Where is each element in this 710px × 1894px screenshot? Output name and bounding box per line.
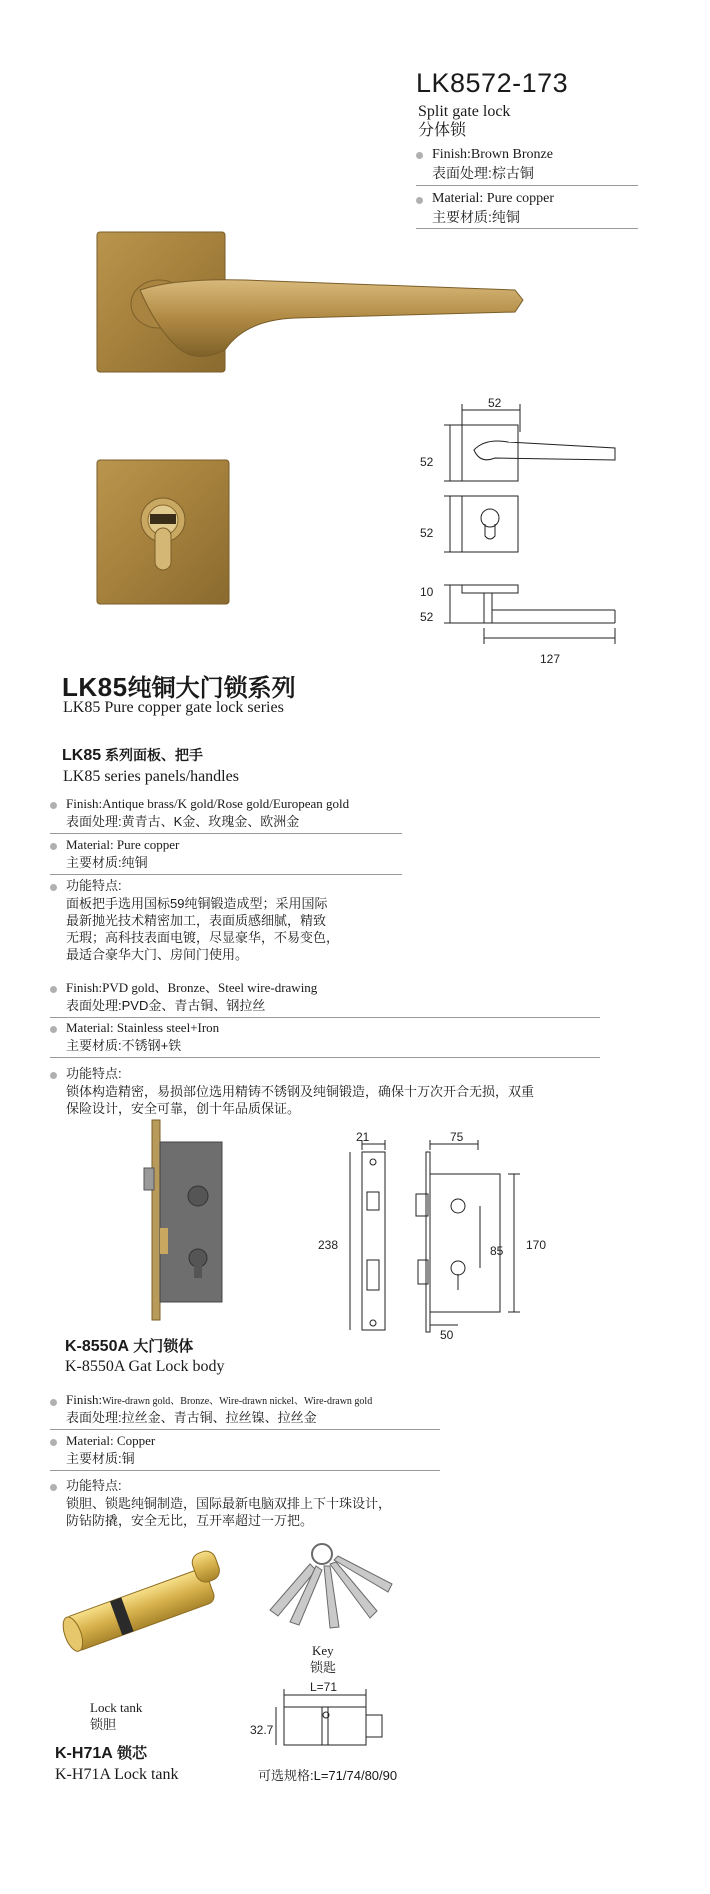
panels-title-code: LK85 bbox=[62, 747, 102, 764]
dim-face-width: 21 bbox=[356, 1130, 370, 1144]
bullet-icon bbox=[50, 1399, 57, 1406]
series-title-code: LK85 bbox=[62, 672, 128, 702]
material-spec-en: Material: Pure copper bbox=[432, 191, 555, 206]
cylinder-finish-label: Finish: bbox=[66, 1392, 103, 1407]
panels-features-label: 功能特点: bbox=[66, 878, 122, 893]
lockbody-material-en: Material: Stainless steel+Iron bbox=[66, 1020, 220, 1035]
divider bbox=[50, 833, 402, 834]
cylinder-finish-en bbox=[66, 1392, 372, 1410]
cylinder-dimension-drawing bbox=[270, 1685, 410, 1765]
dim-cylinder-height: 32.7 bbox=[250, 1723, 274, 1737]
lockbody-title bbox=[65, 1335, 193, 1356]
lockbody-finish-cn: 表面处理:PVD金、青古铜、钢拉丝 bbox=[66, 998, 266, 1013]
bullet-icon bbox=[50, 1439, 57, 1446]
lockbody-finish-en: Finish:PVD gold、Bronze、Steel wire-drawing bbox=[66, 980, 318, 995]
panels-finish-cn: 表面处理:黄青古、K金、玫瑰金、欧洲金 bbox=[66, 814, 300, 829]
panels-features-line: 最适合豪华大门、房间门使用。 bbox=[66, 947, 249, 962]
panels-title bbox=[62, 745, 203, 765]
dim-center-distance: 85 bbox=[490, 1244, 504, 1258]
divider bbox=[416, 185, 638, 186]
lockbody-features-line: 保险设计，安全可靠，创十年品质保证。 bbox=[66, 1101, 301, 1116]
dim-cylinder-length: L=71 bbox=[310, 1680, 338, 1694]
cylinder-finish-options: Wire-drawn gold、Bronze、Wire-drawn nickel、Wire-drawn gold bbox=[102, 1396, 373, 1407]
dim-backset: 75 bbox=[450, 1130, 464, 1144]
bullet-icon bbox=[50, 884, 57, 891]
series-subtitle: LK85 Pure copper gate lock series bbox=[63, 699, 284, 716]
dim-handle-height: 52 bbox=[420, 455, 434, 469]
dim-cylinder-height: 52 bbox=[420, 526, 434, 540]
product-name-cn: 分体锁 bbox=[418, 122, 467, 139]
divider bbox=[416, 228, 638, 229]
dim-width: 52 bbox=[488, 396, 502, 410]
divider bbox=[50, 1470, 440, 1471]
dim-lock-height: 170 bbox=[526, 1238, 547, 1252]
cylinder-title-cn: 锁芯 bbox=[112, 1745, 147, 1762]
bullet-icon bbox=[50, 802, 57, 809]
cylinder-subtitle: K-H71A Lock tank bbox=[55, 1766, 179, 1783]
cylinder-features-label: 功能特点: bbox=[66, 1478, 122, 1493]
divider bbox=[50, 1429, 440, 1430]
divider bbox=[50, 1017, 600, 1018]
lockbody-subtitle: K-8550A Gat Lock body bbox=[65, 1358, 225, 1375]
panels-title-cn: 系列面板、把手 bbox=[101, 747, 204, 763]
keys-image bbox=[250, 1540, 400, 1635]
cylinder-finish-cn: 表面处理:拉丝金、青古铜、拉丝镍、拉丝金 bbox=[66, 1410, 317, 1425]
cylinder-material-cn: 主要材质:铜 bbox=[66, 1451, 135, 1466]
lockbody-title-code: K-8550A bbox=[65, 1338, 130, 1355]
product-model: LK8572-173 bbox=[416, 68, 569, 98]
finish-spec-en: Finish:Brown Bronze bbox=[432, 147, 553, 162]
panels-material-cn: 主要材质:纯铜 bbox=[66, 855, 148, 870]
panels-finish-en: Finish:Antique brass/K gold/Rose gold/European gold bbox=[66, 796, 350, 811]
cylinder-features-line: 防钻防撬，安全无比，互开率超过一万把。 bbox=[66, 1513, 314, 1528]
key-label-en: Key bbox=[312, 1643, 334, 1658]
bullet-icon bbox=[50, 843, 57, 850]
handle-dimension-drawing bbox=[410, 400, 630, 670]
material-spec-cn: 主要材质:纯铜 bbox=[432, 209, 520, 225]
product-name-en: Split gate lock bbox=[418, 103, 511, 120]
bullet-icon bbox=[50, 1026, 57, 1033]
bullet-icon bbox=[416, 197, 423, 204]
series-title-cn: 纯铜大门锁系列 bbox=[127, 675, 296, 702]
key-label-cn: 锁匙 bbox=[310, 1660, 337, 1675]
finish-spec-cn: 表面处理:棕古铜 bbox=[432, 165, 534, 181]
lockbody-title-cn: 大门锁体 bbox=[129, 1338, 194, 1355]
dim-offset: 50 bbox=[440, 1328, 454, 1342]
cylinder-features-line: 锁胆、锁匙纯铜制造，国际最新电脑双排上下十珠设计， bbox=[66, 1496, 392, 1511]
divider bbox=[50, 874, 402, 875]
dim-thickness: 10 bbox=[420, 585, 434, 599]
tank-label-en: Lock tank bbox=[90, 1700, 143, 1715]
lockbody-material-cn: 主要材质:不锈钢+铁 bbox=[66, 1038, 182, 1053]
dim-lock-length: 238 bbox=[318, 1238, 339, 1252]
dim-length: 127 bbox=[540, 652, 561, 666]
lockbody-features-line: 锁体构造精密，易损部位选用精铸不锈钢及纯铜锻造，确保十万次开合无损，双重 bbox=[66, 1084, 535, 1099]
cylinder-rosette-image bbox=[95, 458, 235, 608]
lockbody-features-label: 功能特点: bbox=[66, 1066, 122, 1081]
cylinder-title-code: K-H71A bbox=[55, 1745, 113, 1762]
panels-material-en: Material: Pure copper bbox=[66, 837, 180, 852]
tank-label-cn: 锁胆 bbox=[90, 1717, 117, 1732]
dim-depth: 52 bbox=[420, 610, 434, 624]
cylinder-title bbox=[55, 1742, 147, 1763]
panels-features-line: 最新抛光技术精密加工，表面质感细腻，精致 bbox=[66, 913, 327, 928]
bullet-icon bbox=[50, 1484, 57, 1491]
cylinder-options: 可选规格:L=71/74/80/90 bbox=[258, 1768, 398, 1783]
handle-rosette-image bbox=[95, 230, 525, 375]
lock-cylinder-image bbox=[55, 1545, 230, 1675]
bullet-icon bbox=[50, 986, 57, 993]
lock-body-image bbox=[140, 1118, 230, 1323]
cylinder-material-en: Material: Copper bbox=[66, 1433, 156, 1448]
divider bbox=[50, 1057, 600, 1058]
bullet-icon bbox=[50, 1072, 57, 1079]
panels-features-line: 无瑕；高科技表面电镀，尽显豪华，不易变色， bbox=[66, 930, 340, 945]
bullet-icon bbox=[416, 152, 423, 159]
panels-features-line: 面板把手选用国标59纯铜锻造成型；采用国际 bbox=[66, 896, 328, 911]
panels-subtitle: LK85 series panels/handles bbox=[63, 768, 239, 785]
